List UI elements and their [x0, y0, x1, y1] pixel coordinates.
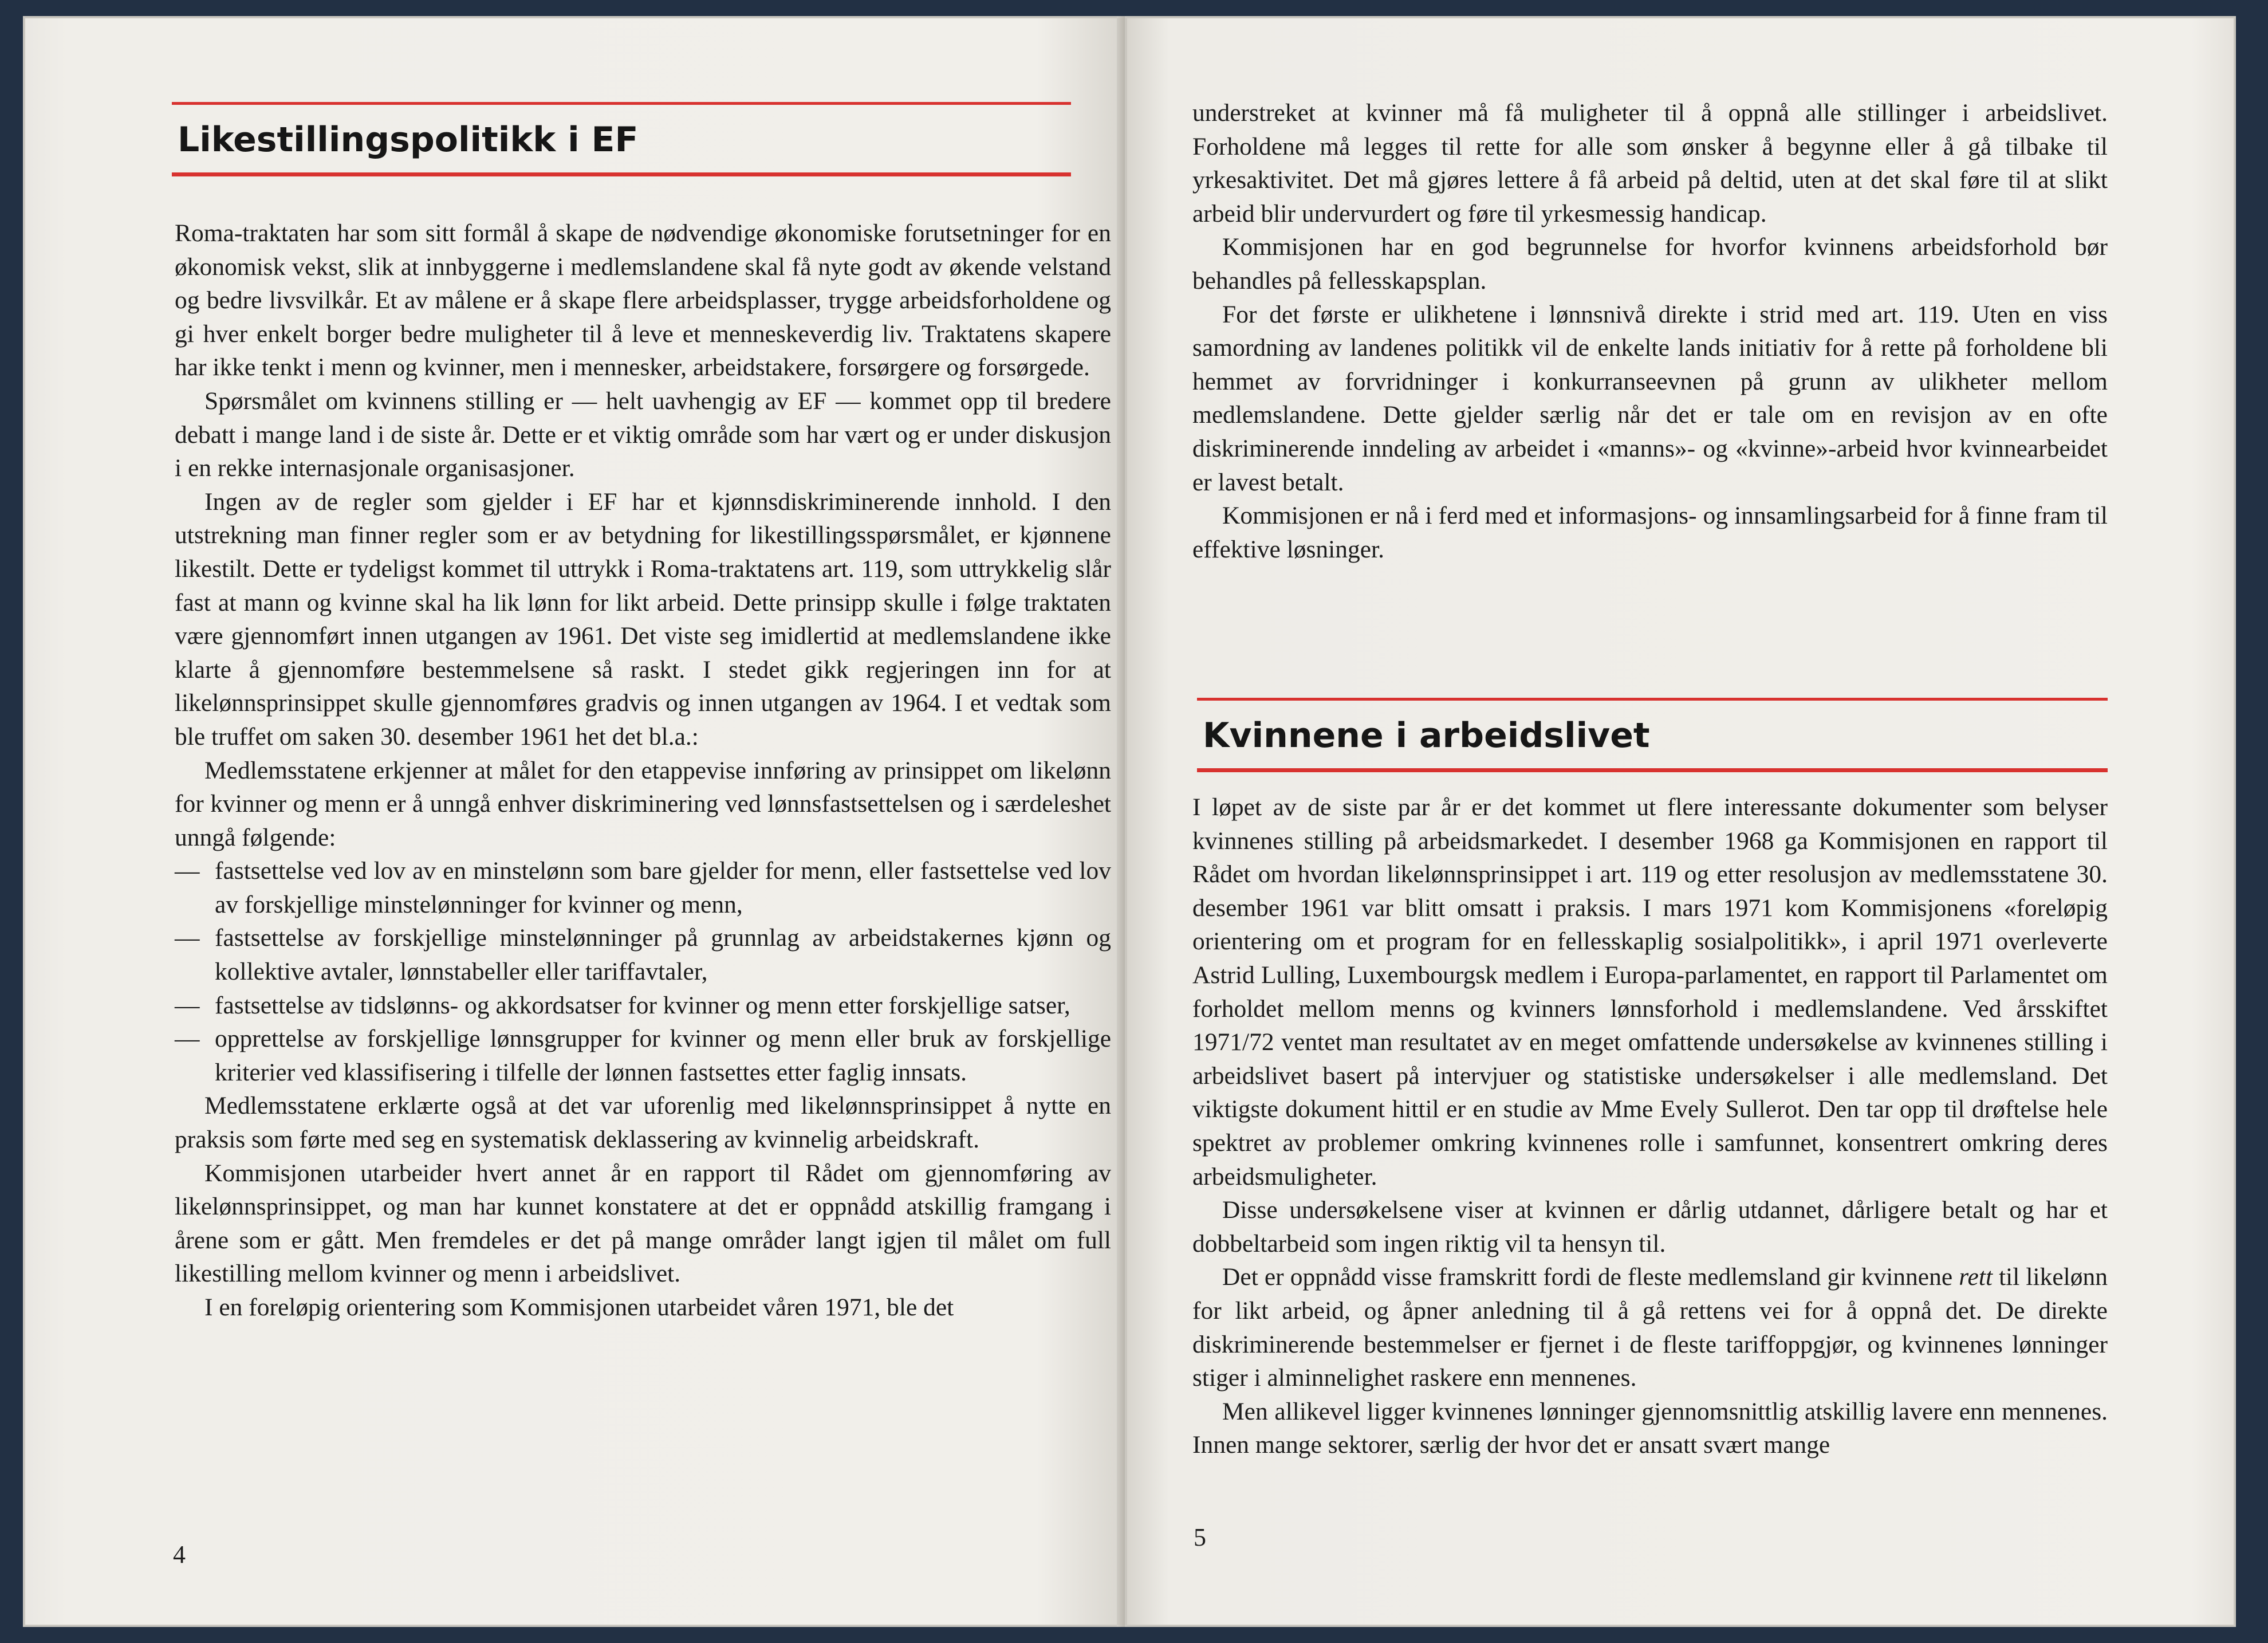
- dash-list-item: [175, 989, 1111, 1023]
- right-text-column-bottom: [1192, 791, 2108, 1462]
- dash-item-text: opprettelse av forskjellige lønnsgrupper for kvinner og menn eller bruk av forskjellige kriterier ved klassifisering i tilfelle der lønnen fastsettes etter faglig innsats.: [215, 1025, 1111, 1086]
- dash-list-item: [175, 1022, 1111, 1089]
- dash-item-text: fastsettelse av tidslønns- og akkordsatser for kvinner og menn etter forskjellige satser,: [215, 991, 1070, 1019]
- paragraph-text: Det er oppnådd visse framskritt fordi de fleste medlemsland gir kvinnene: [1222, 1263, 1959, 1291]
- dash-mark: —: [175, 857, 200, 885]
- paragraph: Ingen av de regler som gjelder i EF har et kjønnsdiskriminerende innhold. I den utstrekning man finner regler som er av betydning for likestillingsspørsmålet, er kjønnene likestilt. Dette er tydeligst kommet til uttrykk i Roma-traktatens art. 119, som uttrykkelig slår fast at mann og kvinne skal ha lik lønn for likt arbeid. Dette prinsipp skulle i følge traktaten være gjennomført innen utgangen av 1961. Det viste seg imidlertid at medlemslandene ikke klarte å gjennomføre bestemmelsene så raskt. I stedet gikk regjeringen inn for at likelønnsprinsippet skulle gjennomføres gradvis og innen utgangen av 1964. I et vedtak som ble truffet om saken 30. desember 1961 het det bl.a.:: [175, 488, 1111, 750]
- paragraph: I en foreløpig orientering som Kommisjonen utarbeidet våren 1971, ble det: [204, 1294, 954, 1321]
- left-page: [23, 16, 1125, 1627]
- paragraph: Disse undersøkelsene viser at kvinnen er dårlig utdannet, dårligere betalt og har et dobbeltarbeid som ingen riktig vil ta hensyn til.: [1192, 1196, 2108, 1257]
- paragraph: Kommisjonen har en god begrunnelse for hvorfor kvinnens arbeidsforhold bør behandles på fellesskapsplan.: [1192, 233, 2108, 294]
- section-heading-block: [1197, 698, 2108, 772]
- page-number: 5: [1194, 1523, 1206, 1551]
- paragraph: [1192, 1260, 2108, 1394]
- right-page: [1125, 16, 2236, 1627]
- emphasis-text: rett: [1959, 1263, 1993, 1291]
- paragraph: Men allikevel ligger kvinnenes lønninger gjennomsnittlig atskillig lavere enn mennenes. Innen mange sektorer, særlig der hvor det er ansatt svært mange: [1192, 1397, 2108, 1459]
- dash-mark: —: [175, 991, 200, 1019]
- paragraph: Spørsmålet om kvinnens stilling er — helt uavhengig av EF — kommet opp til bredere debatt i mange land i de siste år. Dette er et viktig område som har vært og er under diskusjon i en rekke internasjonale organisasjoner.: [175, 387, 1111, 482]
- section-heading-block: [172, 102, 1071, 176]
- paragraph-text: til likelønn for likt arbeid, og åpner anledning til å gå rettens vei for å oppnå det. De direkte diskriminerende bestemmelser er fjernet i de fleste tariffoppgjør, og kvinnenes lønninger stiger i alminnelighet raskere enn mennenes.: [1192, 1263, 2108, 1392]
- right-text-column-top: [1192, 96, 2108, 566]
- dash-mark: —: [175, 1025, 200, 1053]
- paragraph: Medlemsstatene erklærte også at det var uforenlig med likelønnsprinsippet å nytte en praksis som førte med seg en systematisk deklassering av kvinnelig arbeidskraft.: [175, 1092, 1111, 1154]
- paragraph: Kommisjonen er nå i ferd med et informasjons- og innsamlingsarbeid for å finne fram til effektive løsninger.: [1192, 502, 2108, 563]
- heading-rule-bottom: [172, 172, 1071, 176]
- paragraph: Medlemsstatene erkjenner at målet for den etappevise innføring av prinsippet om likelønn for kvinner og menn er å unngå enhver diskriminering ved lønnsfastsettelsen og i særdeleshet unngå følgende:: [175, 756, 1111, 851]
- heading-rule-bottom: [1197, 768, 2108, 772]
- section-heading: Kvinnene i arbeidslivet: [1203, 716, 1650, 756]
- dash-list-item: [175, 854, 1111, 921]
- section-heading: Likestillingspolitikk i EF: [178, 120, 639, 160]
- paragraph: Kommisjonen utarbeider hvert annet år en rapport til Rådet om gjennomføring av likelønnsprinsippet, og man har kunnet konstatere at det er oppnådd atskillig framgang i årene som er gått. Men fremdeles er det på mange områder langt igjen til målet om full likestilling mellom kvinner og menn i arbeidslivet.: [175, 1159, 1111, 1288]
- paragraph: understreket at kvinner må få muligheter til å oppnå alle stillinger i arbeidslivet. Forholdene må legges til rette for alle som ønsker å begynne eller å gå tilbake til yrkesaktivitet. Det må gjøres lettere å få arbeid på deltid, uten at det skal føre til at slikt arbeid blir undervurdert og føre til yrkesmessig handicap.: [1192, 99, 2108, 227]
- paragraph: For det første er ulikhetene i lønnsnivå direkte i strid med art. 119. Uten en viss samordning av landenes politikk vil de enkelte lands initiativ for å rette på forholdene bli hemmet av forvridninger i konkurranseevnen på grunn av ulikheter mellom medlemslandene. Dette gjelder særlig når det er tale om en revisjon av en ofte diskriminerende inndeling av arbeidet i «manns»- og «kvinne»-arbeid hvor kvinnearbeidet er lavest betalt.: [1192, 300, 2108, 496]
- left-text-column: [175, 217, 1111, 1324]
- paragraph: Roma-traktaten har som sitt formål å skape de nødvendige økonomiske forutsetninger for en økonomisk vekst, slik at innbyggerne i medlemslandene skal få nyte godt av økende velstand og bedre livsvilkår. Et av målene er å skape flere arbeidsplasser, trygge arbeidsforholdene og gi hver enkelt borger bedre muligheter til å leve et menneskeverdig liv. Traktatens skapere har ikke tenkt i menn og kvinner, men i mennesker, arbeidstakere, forsørgere og forsørgede.: [175, 219, 1111, 382]
- dash-list-item: [175, 921, 1111, 988]
- page-number: 4: [173, 1540, 186, 1569]
- dash-item-text: fastsettelse av forskjellige minstelønninger på grunnlag av arbeidstakernes kjønn og kollektive avtaler, lønnstabeller eller tariffavtaler,: [215, 924, 1111, 986]
- dash-mark: —: [175, 924, 200, 952]
- paragraph: I løpet av de siste par år er det kommet ut flere interessante dokumenter som belyser kvinnenes stilling på arbeidsmarkedet. I desember 1968 ga Kommisjonen en rapport til Rådet om hvordan likelønnsprinsippet i art. 119 og etter resolusjon av medlemsstatene 30. desember 1961 var blitt omsatt i praksis. I mars 1971 kom Kommisjonens «foreløpig orientering om et program for en fellesskaplig sosialpolitikk», i april 1971 overleverte Astrid Lulling, Luxembourgsk medlem i Europa-parlamentet, en rapport til Parlamentet om forholdet mellom menns og kvinners lønnsforhold i medlemslandene. Ved årsskiftet 1971/72 ventet man resultatet av en meget omfattende undersøkelse av kvinnenes stilling i arbeidslivet basert på intervjuer og statistiske undersøkelser i alle medlemsland. Det viktigste dokument hittil er en studie av Mme Evely Sullerot. Den tar opp til drøftelse hele spektret av problemer omkring kvinnenes rolle i samfunnet, konsentrert omkring deres arbeidsmuligheter.: [1192, 793, 2108, 1190]
- dash-item-text: fastsettelse ved lov av en minstelønn som bare gjelder for menn, eller fastsettelse ved lov av forskjellige minstelønninger for kvinner og menn,: [215, 857, 1111, 918]
